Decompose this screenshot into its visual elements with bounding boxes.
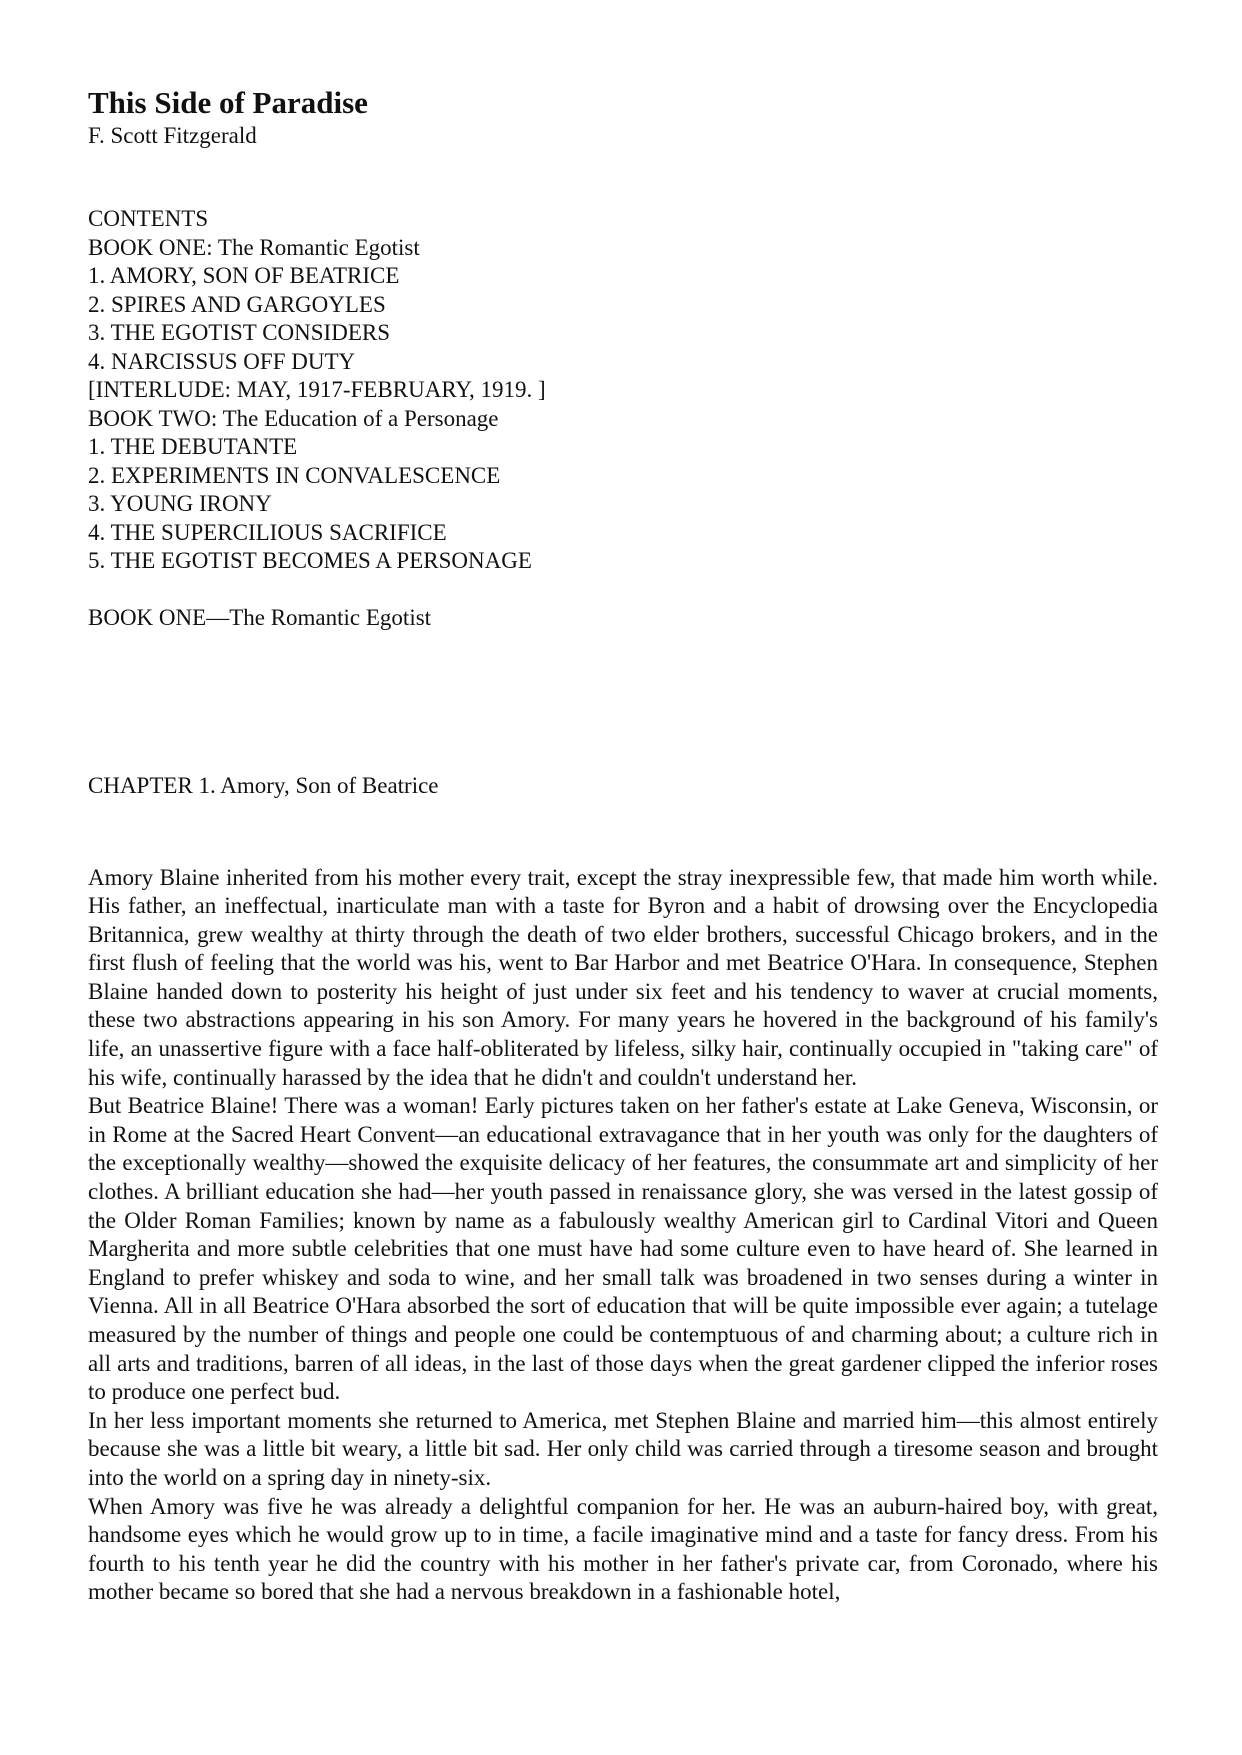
toc-item: 1. AMORY, SON OF BEATRICE [88, 263, 400, 288]
toc-item: 5. THE EGOTIST BECOMES A PERSONAGE [88, 548, 532, 573]
toc-item: BOOK TWO: The Education of a Personage [88, 405, 499, 431]
book-heading: BOOK ONE—The Romantic Egotist [88, 604, 432, 630]
toc-item: 2. EXPERIMENTS IN CONVALESCENCE [88, 462, 501, 488]
toc-item: 3. THE EGOTIST CONSIDERS [88, 320, 390, 345]
toc-item: 1. THE DEBUTANTE [88, 434, 298, 459]
table-of-contents [88, 205, 1158, 576]
chapter-body [88, 864, 1158, 1607]
document-page [88, 84, 1158, 1607]
toc-item: BOOK ONE: The Romantic Egotist [88, 234, 420, 260]
paragraph: But Beatrice Blaine! There was a woman! Early pictures taken on her father's estate at Lake Geneva, Wisconsin, or in Rome at the Sacred Heart Convent—an educational extravagance that in her youth was only for the daughters of the exceptionally wealthy—showed the exquisite delicacy of her features, the consummate art and simplicity of her clothes. A brilliant education she had—her youth passed in renaissance glory, she was versed in the latest gossip of the Older Roman Families; known by name as a fabulously wealthy American girl to Cardinal Vitori and Queen Margherita and more subtle celebrities that one must have had some culture even to have heard of. She learned in England to prefer whiskey and soda to wine, and her small talk was broadened in two senses during a winter in Vienna. All in all Beatrice O'Hara absorbed the sort of education that will be quite impossible ever again; a tutelage measured by the number of things and people one could be contemptuous of and charming about; a culture rich in all arts and traditions, barren of all ideas, in the last of those days when the great gardener clipped the inferior roses to produce one perfect bud. [88, 1093, 1158, 1405]
author-name: F. Scott Fitzgerald [88, 123, 257, 148]
toc-item: 4. NARCISSUS OFF DUTY [88, 348, 356, 374]
toc-item: 3. YOUNG IRONY [88, 491, 272, 516]
paragraph: When Amory was five he was already a delightful companion for her. He was an auburn-haired boy, with great, handsome eyes which he would grow up to in time, a facile imaginative mind and a taste for fancy dress. From his fourth to his tenth year he did the country with his mother in her father's private car, from Coronado, where his mother became so bored that she had a nervous breakdown in a fashionable hotel, [88, 1493, 1158, 1605]
chapter-heading: CHAPTER 1. Amory, Son of Beatrice [88, 772, 439, 798]
toc-item: 2. SPIRES AND GARGOYLES [88, 291, 386, 317]
toc-heading: CONTENTS [88, 206, 209, 231]
toc-item: 4. THE SUPERCILIOUS SACRIFICE [88, 519, 447, 545]
paragraph: Amory Blaine inherited from his mother every trait, except the stray inexpressible few, that made him worth while. His father, an ineffectual, inarticulate man with a taste for Byron and a habit of drowsing over the Encyclopedia Britannica, grew wealthy at thirty through the death of two elder brothers, successful Chicago brokers, and in the first flush of feeling that the world was his, went to Bar Harbor and met Beatrice O'Hara. In consequence, Stephen Blaine handed down to posterity his height of just under six feet and his tendency to waver at crucial moments, these two abstractions appearing in his son Amory. For many years he hovered in the background of his family's life, an unassertive figure with a face half-obliterated by lifeless, silky hair, continually occupied in "taking care" of his wife, continually harassed by the idea that he didn't and couldn't understand her. [88, 864, 1158, 1090]
book-title: This Side of Paradise [88, 85, 368, 120]
paragraph: In her less important moments she returned to America, met Stephen Blaine and married him—this almost entirely because she was a little bit weary, a little bit sad. Her only child was carried through a tiresome season and brought into the world on a spring day in ninety-six. [88, 1407, 1158, 1490]
toc-item: [INTERLUDE: MAY, 1917-FEBRUARY, 1919. ] [88, 377, 546, 402]
